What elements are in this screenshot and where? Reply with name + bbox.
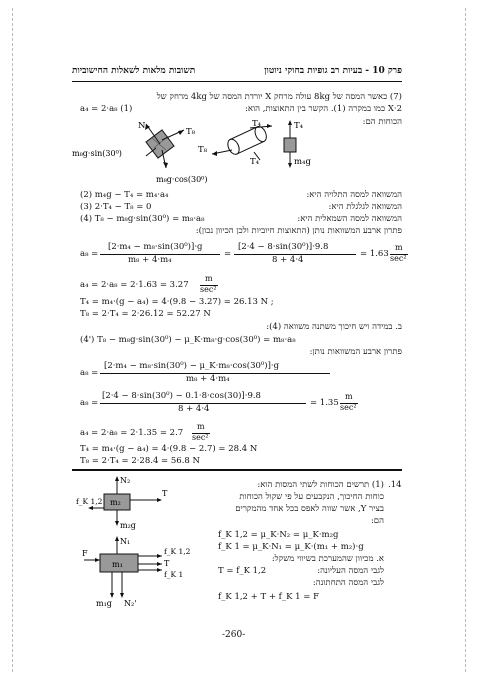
b-a4-unit: m sec² — [192, 422, 209, 442]
label-fk12-lower: f_K 1,2 — [164, 547, 191, 556]
b-a8-lhs: a₈ = — [80, 368, 99, 378]
label-T8-pulley: T₈ — [198, 145, 208, 155]
label-gravity-y: m₈g·cos(30⁰) — [156, 175, 208, 184]
label-m4g: m₄g — [294, 157, 311, 167]
label-m2: m₂ — [110, 498, 121, 507]
p7-forces-label: הכוחות הם: — [362, 117, 402, 127]
page-number: -260- — [222, 630, 246, 640]
label-fk12-upper: f_K 1,2 — [76, 497, 103, 506]
label-m2g: m₂g — [120, 521, 136, 530]
a4-line: a₄ = 2·a₈ = 2·1.63 = 3.27 — [80, 280, 189, 290]
label-T4-c: T₄ — [294, 121, 304, 131]
a8-unit: m sec² — [390, 243, 407, 263]
header-chapter-title: פרק 10 - בעיות רב גופיות בחוקי ניוטון — [264, 66, 402, 76]
a8-num-numeric: [2·4 − 8·sin(30⁰)]·9.8 — [238, 242, 329, 252]
label-gravity-x: m₈g·sin(30⁰) — [72, 149, 122, 158]
eq4-label: המשוואה למסה השמאלית היא: — [297, 214, 402, 224]
p14-lower-eq: f_K 1,2 + T + f_K 1 = F — [218, 592, 319, 602]
a8-den-symbolic: m₈ + 4·m₄ — [128, 255, 172, 265]
b-a8-lhs-2: a₈ = — [80, 398, 99, 408]
label-N: N — [138, 121, 146, 131]
p14-number: .14 — [388, 480, 402, 490]
label-F: F — [82, 549, 88, 558]
label-N2-prime: N₂' — [124, 599, 137, 608]
eq4-prime: (4') T₈ − m₈g·sin(30⁰) − μ_K·m₈·g·cos(30⁰) = m₈·a₈ — [80, 335, 296, 345]
a8-fraction-numeric — [234, 242, 356, 268]
eq3: (3) 2·T₄ − T₈ = 0 — [80, 202, 152, 212]
label-T-lower: T — [164, 559, 170, 568]
p14-force-diagram — [76, 474, 196, 610]
label-T4-b: T₄ — [250, 157, 260, 167]
eq4: (4) T₈ − m₈g·sin(30⁰) = m₈·a₈ — [80, 214, 205, 224]
a8-value: = 1.63 — [360, 249, 389, 259]
label-T8: T₈ — [186, 127, 196, 137]
label-T4-a: T₄ — [252, 119, 262, 129]
p14-upper-label: לגבי המסה העליונה: — [317, 566, 384, 576]
header-section-title: תשובות מלאות לשאלות החישוביות — [72, 66, 196, 76]
b-a8-unit: m sec² — [340, 392, 357, 412]
p14-fk12: f_K 1,2 = μ_K·N₂ = μ_K·m₂g — [218, 530, 339, 540]
label-T-upper: T — [162, 489, 168, 498]
T4-line: T₄ = m₄·(g − a₄) = 4·(9.8 − 3.27) = 26.13 N ; — [80, 297, 274, 307]
p7-intro-line1: (7) כאשר המסה של 8kg עולה מרחק X יורדת המסה של 4kg מרחק של — [156, 92, 402, 102]
b-T4-line: T₄ = m₄·(g − a₄) = 4·(9.8 − 2.7) = 28.4 N — [80, 444, 258, 454]
a8-lhs: a₈ = — [80, 249, 99, 259]
p14-lower-label: לגבי המסה התחתונה: — [312, 578, 384, 588]
p7-intro-line2: X·2 כמו במקרה (1). הקשר בין התאוצות, הוא: — [245, 104, 402, 114]
pulley — [226, 125, 269, 156]
p14-line1: (1) תרשים הכוחות לשתי המסות הוא: — [257, 480, 384, 490]
eq2-label: המשוואה למסה התלויה היא: — [306, 190, 402, 200]
p14-line4: הם: — [370, 516, 384, 526]
p14-line3: בציר Y, אשר שווה לאפס בכל אחד מהמקרים — [235, 504, 384, 514]
T8-line: T₈ = 2·T₄ = 2·26.12 = 52.27 N — [80, 309, 211, 319]
a4-unit: m sec² — [200, 274, 217, 294]
label-N1: N₁ — [120, 537, 131, 546]
book-page: פרק 10 - בעיות רב גופיות בחוקי ניוטון תשובות מלאות לשאלות החישוביות (7) כאשר המסה של 8kg עולה מרחק X יורדת המסה של 4kg מרחק של X·2 כמו במקרה (1). הקשר בין התאוצות, הוא: a₄ = 2·a₈ (1) הכוחות הם: N T₈ m₈g·sin(30⁰) m₈g·cos(30⁰) T₄ T₈ T₄ T₄ m₄g המשוואה למסה התלויה היא: (2) m₄g − T₄ = m₄·a₄ המשוואה לגלגלת היא: (3) 2·T₄ − T₈ = 0 המשוואה למסה השמאלית היא: (4) T₈ − m₈g·sin(30⁰) = m₈·a₈ פתרון ארבע המשוואות נותן (התאוצות חיוביות ולכן הכיוון נכון): a₈ = [2·m₄ − m₈·sin(30⁰)]·g m₈ + 4·m₄ = [2·4 − 8·sin(30⁰)]·9.8 8 + 4·4 = 1.63 m sec² a₄ = 2·a₈ = 2·1.63 = 3.27 m sec² T₄ = m₄·(g − a₄) = 4·(9.8 − 3.27) = 26.13 N ; T₈ = 2·T₄ = 2·26.12 = 52.27 N ב. במידה ויש חיכוך משתנה משוואה (4): (4') T₈ − m₈g·sin(30⁰) − μ_K·m₈·g·cos(30⁰) = m₈·a₈ פתרון ארבע המשוואות נותן: a₈ = [2·m₄ − m₈·sin(30⁰) − μ_K·m₈·cos(30⁰)]·g m₈ + 4·m₄ a₈ = [2·4 − 8·sin(30⁰) − 0.1·8·cos(30)]·9.8 8 + 4·4 = 1.35 m sec² a₄ = 2·a₈ = 2·1.35 = 2.7 m sec² T₄ = m₄·(g − a₄) = 4·(9.8 − 2.7) = 28.4 N T₈ = 2·T₄ = 2·28.4 = 56.8 N .14 (1) תרשים הכוחות לשתי המסות הוא: כוחות החיכוך, הנקבעים על פי שקול הכוחות בציר Y, אשר שווה לאפס בכל אחד מהמקרים הם: f_K 1,2 = μ_K·N₂ = μ_K·m₂g f_K 1 = μ_K·N₁ = μ_K·(m₁ + m₂)·g א. מכיוון שהמערכת בשיווי משקל: לגבי המסה העליונה: T = f_K 1,2 לגבי המסה התחתונה: f_K 1,2 + T + f_K 1 = F N₂ T f_K 1,2 m₂ m₂g N₁ F f_K 1,2 T m₁ f_K 1 m₁g N₂' -260- — [0, 0, 480, 689]
label-m1: m₁ — [112, 560, 123, 569]
p14-fk1: f_K 1 = μ_K·N₁ = μ_K·(m₁ + m₂)·g — [218, 542, 364, 552]
b-T8-line: T₈ = 2·T₄ = 2·28.4 = 56.8 N — [80, 456, 200, 466]
header-rule — [72, 81, 402, 82]
b-a8-fraction-symbolic: [2·m₄ − m₈·sin(30⁰) − μ_K·m₈·cos(30⁰)]·g m₈ + 4·m₄ — [100, 361, 330, 387]
p7-relation: a₄ = 2·a₈ (1) — [80, 104, 133, 114]
b-a4-line: a₄ = 2·a₈ = 2·1.35 = 2.7 — [80, 428, 184, 438]
eq3-label: המשוואה לגלגלת היא: — [328, 202, 402, 212]
p14-a-line: א. מכיוון שהמערכת בשיווי משקל: — [271, 554, 384, 564]
section-divider — [72, 469, 402, 471]
running-header — [72, 66, 402, 79]
a8-num-symbolic: [2·m₄ − m₈·sin(30⁰)]·g — [108, 242, 203, 252]
label-m1g: m₁g — [96, 599, 112, 608]
label-fk1: f_K 1 — [164, 570, 184, 579]
b-a8-fraction-numeric: [2·4 − 8·sin(30⁰) − 0.1·8·cos(30)]·9.8 8 + 4·4 — [100, 391, 306, 417]
p7-solve-note: פתרון ארבע המשוואות נותן (התאוצות חיוביות ולכן הכיוון נכון): — [195, 226, 402, 236]
p14-line2: כוחות החיכוך, הנקבעים על פי שקול הכוחות — [239, 492, 384, 502]
a8-fraction-symbolic — [100, 242, 220, 268]
b-a8-value: = 1.35 — [310, 398, 339, 408]
p7-pulley-diagram — [196, 116, 324, 182]
a8-den-numeric: 8 + 4·4 — [272, 255, 304, 265]
part-b-solve-note: פתרון ארבע המשוואות נותן: — [309, 347, 402, 357]
part-b-label: ב. במידה ויש חיכוך משתנה משוואה (4): — [266, 322, 402, 332]
label-N2: N₂ — [120, 476, 131, 485]
p14-upper-eq: T = f_K 1,2 — [218, 566, 267, 576]
eq2: (2) m₄g − T₄ = m₄·a₄ — [80, 190, 169, 200]
